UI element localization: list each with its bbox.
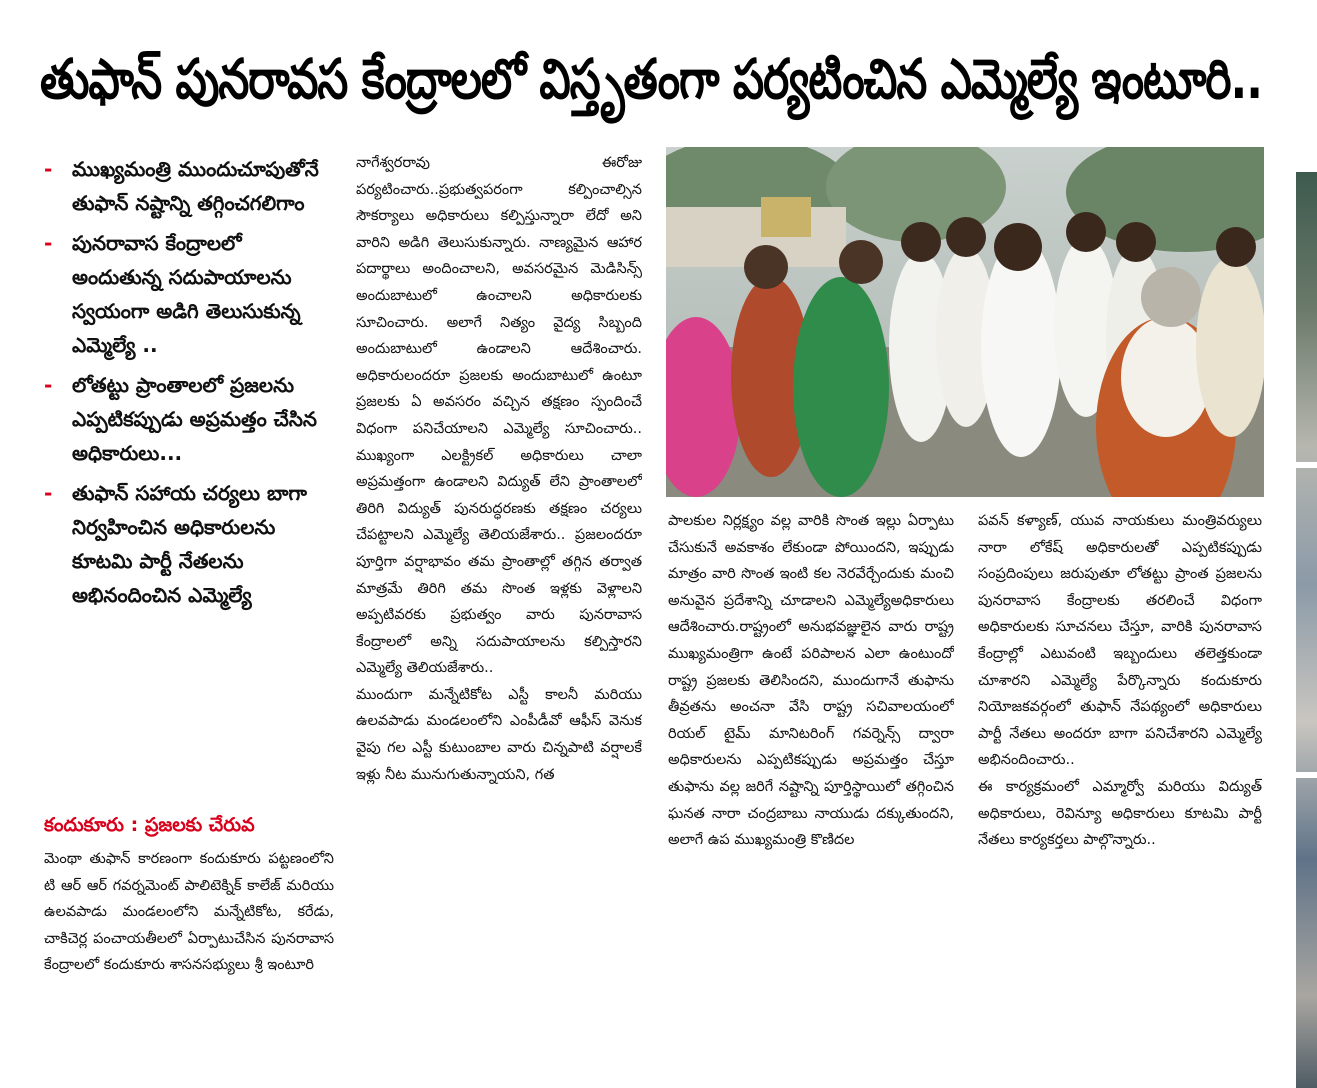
bullet-dash: - [44,157,53,181]
paragraph: పాలకుల నిర్లక్ష్యం వల్ల వారికి సొంత ఇల్లు ఏర్పాటు చేసుకునే అవకాశం లేకుండా పోయిందని, ఇప్పుడు మాత్రం వారి సొంత ఇంటి కల నెరవేర్చేందుకు మంచి అనువైన ప్రదేశాన్ని చూడాలని ఎమ్మెల్యేఅధికారులు ఆదేశించారు.రాష్ట్రంలో అనుభవజ్ఞులైన వారు రాష్ట్ర ముఖ్యమంత్రిగా ఉంటే పరిపాలన ఎలా ఉంటుందో రాష్ట్ర ప్రజలకు తెలిసిందని, ముందుగానే తుఫాను తీవ్రతను అంచనా వేసి రాష్ట్ర సచివాలయంలో రియల్ టైమ్ మానిటరింగ్ గవర్నెన్స్ ద్వారా అధికారులను ఎప్పటికప్పుడు అప్రమత్తం చేస్తూ తుఫాను వల్ల జరిగే నష్టాన్ని పూర్తిస్థాయిలో తగ్గించిన ఘనత నారా చంద్రబాబు నాయుడు దక్కుతుందని, అలాగే ఉప ముఖ్యమంత్రి కొణిదల [668,513,954,849]
highlight-item [44,152,334,220]
highlight-item [44,226,334,362]
bullet-dash: - [44,231,53,255]
photo-gap [1296,772,1317,778]
bullet-dash: - [44,373,53,397]
highlight-item [44,368,334,470]
article-column-1 [44,846,334,1046]
headline: తుఫాన్ పునరావస కేంద్రాలలో విస్తృతంగా పర్యటించిన ఎమ్మెల్యే ఇంటూరి.. [40,48,1262,112]
highlight-text: ముఖ్యమంత్రి ముందుచూపుతోనే తుఫాన్ నష్టాన్ని తగ్గించగలిగాం [72,157,319,215]
article-column-2 [356,150,642,1050]
highlight-item [44,476,334,612]
highlight-text: తుఫాన్ సహాయ చర్యలు బాగా నిర్వహించిన అధికారులను కూటమి పార్టీ నేతలను అభినందించిన ఎమ్మెల్యే [72,481,307,607]
photo-crowd-illustration [666,147,1264,497]
article-column-4 [978,508,1262,1048]
paragraph: ముందుగా మన్నేటికోట ఎస్టీ కాలనీ మరియు ఉలవపాడు మండలంలోని ఎంపీడీవో ఆఫీస్ వెనుక వైపు గల ఎస్టీ కుటుంబాల వారు చిన్నపాటి వర్షాలకే ఇళ్లు నీట మునుగుతున్నాయని, గత [356,686,642,783]
news-photo [666,147,1264,497]
paragraph: మెంథా తుఫాన్ కారణంగా కందుకూరు పట్టణంలోని టి ఆర్ ఆర్ గవర్నమెంట్ పాలిటెక్నిక్ కాలేజ్ మరియు ఉలవపాడు మండలంలోని మన్నేటికోట, కరేడు, చాకిచెర్ల పంచాయతీలలో ఏర్పాటుచేసిన పునరావాస కేంద్రాలలో కందుకూరు శాసనసభ్యులు శ్రీ ఇంటూరి [44,851,334,974]
highlight-text: లోతట్టు ప్రాంతాలలో ప్రజలను ఎప్పటికప్పుడు అప్రమత్తం చేసిన అధికారులు... [72,373,317,465]
paragraph: ఈ కార్యక్రమంలో ఎమ్మార్వో మరియు విద్యుత్ అధికారులు, రెవిన్యూ అధికారులు కూటమి పార్టీ నేతలు కార్యకర్తలు పాల్గొన్నారు.. [978,778,1262,849]
article-column-3 [668,508,954,1048]
photo-gap [1296,462,1317,468]
dateline-subhead: కందుకూరు : ప్రజలకు చేరువ [44,814,255,836]
highlights-list [44,152,334,618]
highlight-text: పునరావాస కేంద్రాలలో అందుతున్న సదుపాయాలను స్వయంగా అడిగి తెలుసుకున్న ఎమ్మెల్యే .. [72,231,301,357]
bullet-dash: - [44,481,53,505]
adjacent-photo-edge [1296,172,1317,1088]
paragraph: నాగేశ్వరరావు ఈరోజు పర్యటించారు..ప్రభుత్వపరంగా కల్పించాల్సిన సౌకర్యాలు అధికారులు కల్పిస్తున్నారా లేదో అని వారిని అడిగి తెలుసుకున్నారు. నాణ్యమైన ఆహార పదార్థాలు అందించాలని, అవసరమైన మెడిసిన్స్ అందుబాటులో ఉంచాలని అధికారులకు సూచించారు. అలాగే నిత్యం వైద్య సిబ్బంది అందుబాటులో ఉండాలని ఆదేశించారు. అధికారులందరూ ప్రజలకు అందుబాటులో ఉంటూ ప్రజలకు ఏ అవసరం వచ్చిన తక్షణం స్పందించే విధంగా పనిచేయాలని ఎమ్మెల్యే సూచించారు.. ముఖ్యంగా ఎలక్ట్రికల్ అధికారులు చాలా అప్రమత్తంగా ఉండాలని విద్యుత్ లేని ప్రాంతాలలో తిరిగి విద్యుత్ పునరుద్ధరణకు తక్షణం చర్యలు చేపట్టాలని ఎమ్మెల్యే తెలియజేశారు.. ప్రజలందరూ పూర్తిగా వర్షాభావం తమ ప్రాంతాల్లో తగ్గిన తర్వాత మాత్రమే తిరిగి తమ సొంత ఇళ్లకు వెళ్లాలని అప్పటివరకు ప్రభుత్వం వారు పునరావాస కేంద్రాలలో అన్ని సదుపాయాలను కల్పిస్తారని ఎమ్మెల్యే తెలియజేశారు.. [356,155,642,677]
paragraph: పవన్ కళ్యాణ్, యువ నాయకులు మంత్రివర్యులు నారా లోకేష్ అధికారులతో ఎప్పటికప్పుడు సంప్రదింపులు జరుపుతూ లోతట్టు ప్రాంత ప్రజలను పునరావాస కేంద్రాలకు తరలించే విధంగా అధికారులకు సూచనలు చేస్తూ, వారికి పునరావాస కేంద్రాల్లో ఎటువంటి ఇబ్బందులు తలెత్తకుండా చూశారని ఎమ్మెల్యే పేర్కొన్నారు కందుకూరు నియోజకవర్గంలో తుఫాన్ నేపథ్యంలో అధికారులు పార్టీ నేతలు అందరూ బాగా పనిచేశారని ఎమ్మెల్యే అభినందించారు.. [978,513,1262,769]
